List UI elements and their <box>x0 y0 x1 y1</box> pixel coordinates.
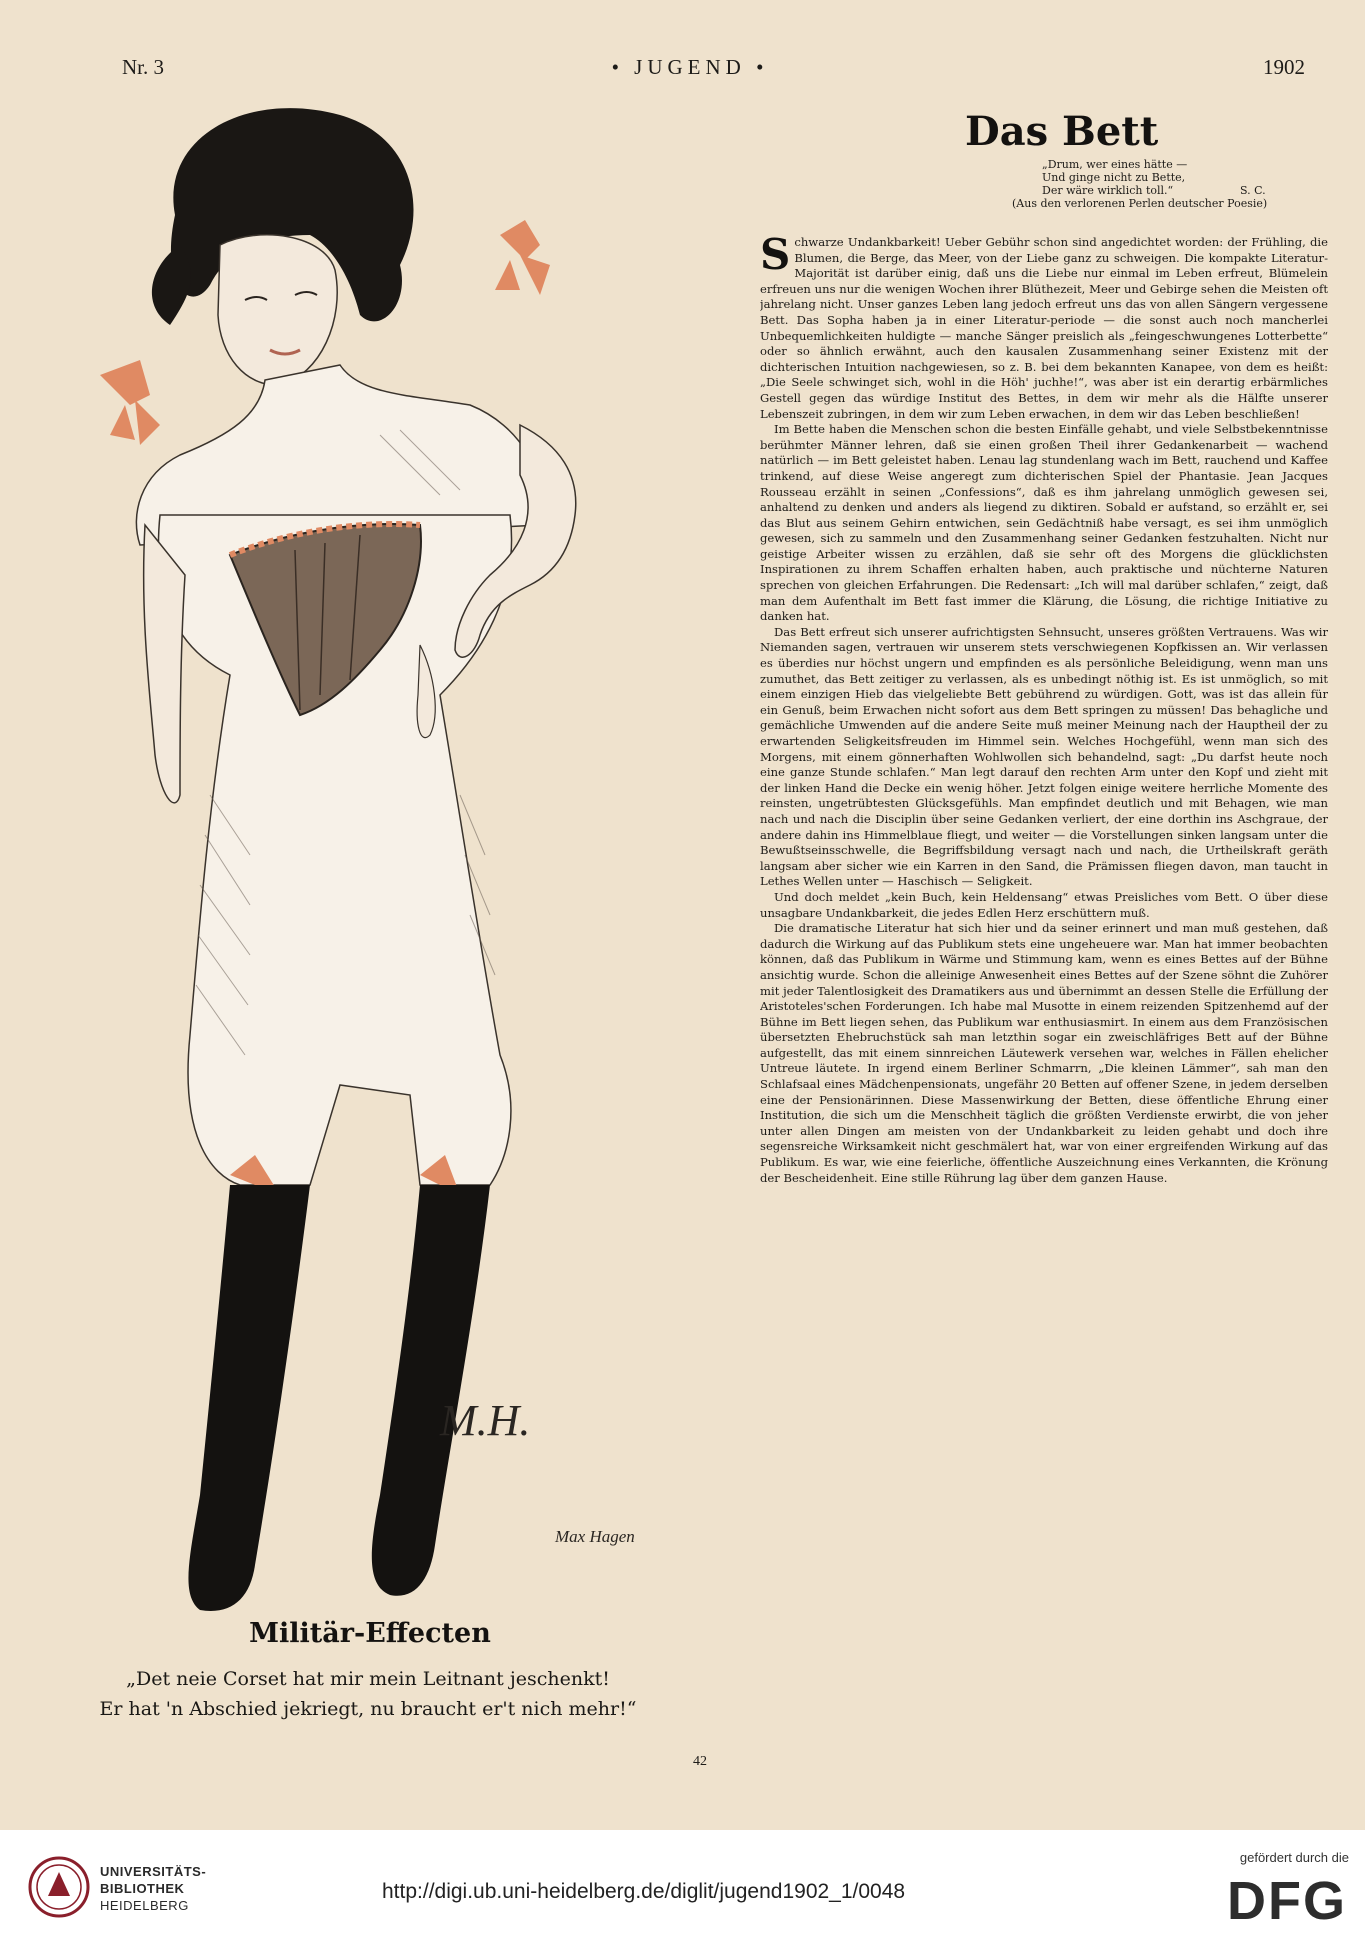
magazine-title: • JUGEND • <box>611 55 769 79</box>
artist-signature: M.H. <box>440 1396 531 1445</box>
article-title: Das Bett <box>965 108 1159 155</box>
issue-year: 1902 <box>1263 55 1305 79</box>
page-number: 42 <box>693 1754 707 1769</box>
article-paragraph: Schwarze Undankbarkeit! Ueber Gebühr schon sind angedichtet worden: der Frühling, die Blumen, die Berge, das Meer, von der Liebe ganz zu schweigen. Die kompakte Literatur-Majorität ist darüber einig, daß uns die Liebe nur einmal im Leben erfreut, Blümelein erfreuen uns nur die wenigen Wochen ihrer Blüthezeit, Meer und Gebirge sehen die Meisten oft jahrelang nicht. Unser ganzes Leben lang jedoch erfreut uns das von allen Sängern vergessene Bett. Das Sopha haben ja in einer Literatur-periode — die sonst auch noch mancherlei Unbequemlichkeiten huldigte — manche Sänger preislich als „feingeschwungenes Lotterbette“ oder so ähnlich erwähnt, auch den kausalen Zusammenhang seiner Existenz mit der dichterischen Intuition nachgewiesen, so z. B. bei dem bekannten Kanapee, von dem es heißt: „Die Seele schwinget sich, wohl in die Höh' juchhe!“, was aber ist ein derartig erbärmliches Gestell gegen das würdige Institut des Bettes, in dem wir mehr als die Hälfte unserer Lebenszeit zubringen, in dem wir zum Leben erwachen, in dem wir das Leben beschließen! <box>760 235 1328 421</box>
dfg-logo: DFG <box>1227 1871 1347 1931</box>
article-paragraph: Das Bett erfreut sich unserer aufrichtigsten Sehnsucht, unseres größten Vertrauens. Was wir Niemanden sagen, vertrauen wir unserem stets verschwiegenen Kopfkissen an. Wir verlassen es überdies nur höchst ungern und empfinden es als persönliche Beleidigung, wenn man uns zumuthet, das Bett zeitiger zu verlassen, als es unbedingt nöthig ist. Es ist unmöglich, so mit einem einzigen Hieb das vielgeliebte Bett gebührend zu würdigen. Gott, was ist das allein für ein Genuß, beim Erwachen nicht sofort aus dem Bett springen zu müssen! Das behagliche und gemächliche Umwenden auf die andere Seite muß meiner Meinung nach der Hauptheil der zu erwartenden Seligkeitsfreuden im Himmel sein. Welches Hochgefühl, wenn man sich des Morgens, mit einem gönnerhaften Wohlwollen sich behandelnd, sagt: „Du darfst heute noch eine ganze Stunde schlafen.“ Man legt darauf den rechten Arm unter den Kopf und zieht mit der linken Hand die Decke ein wenig höher. Jetzt folgen einige weitere herrliche Momente des reinsten, ungetrübtesten Glücksgefühls. Man empfindet deutlich und mit Behagen, wie man nach und nach die Disciplin über seine Gedanken verliert, der eine dorthin ins Aschgraue, der andere dahin ins Himmelblaue fliegt, und weiter — die Vorstellungen sinken langsam unter die Bewußtseinsschwelle, die Begriffsbildung versagt nach und nach, die Urtheilskraft geräth langsam aber sicher wie ein Karren in den Sand, die Prämissen fliegen davon, man taucht in Lethes Wellen unter — Haschisch — Seligkeit. <box>760 624 1328 889</box>
epigraph <box>1012 158 1332 210</box>
article-paragraph: Und doch meldet „kein Buch, kein Heldensang“ etwas Preisliches vom Bett. O über diese unsagbare Undankbarkeit, die jedes Edlen Herz erschüttern muß. <box>760 889 1328 920</box>
epigraph-line-2: Und ginge nicht zu Bette, <box>1042 171 1186 184</box>
institution-name-line-3: HEIDELBERG <box>100 1898 189 1913</box>
epigraph-line-1: „Drum, wer eines hätte — <box>1042 158 1188 171</box>
article-paragraph: Die dramatische Literatur hat sich hier und da seiner erinnert und man muß gestehen, daß dadurch die Wirkung auf das Publikum stets eine ungeheuere war. Man hat immer beobachten können, daß das Publikum in Wärme und Stimmung kam, wenn es eines Bettes auf der Bühne ansichtig wurde. Schon die alleinige Anwesenheit eines Bettes auf der Szene söhnt die Zuhörer mit jeder Talentlosigkeit des Dramatikers aus und übernimmt an dessen Stelle die Erfüllung der Aristoteles'schen Forderungen. Ich habe mal Musotte in einem reizenden Spitzenhemd auf der Bühne im Bett liegen sehen, das Publikum war enthusiasmirt. In einem aus dem Französischen übersetzten Ehebruchstück sah man letzthin sogar ein zweischläfriges Bett auf der Bühne aufgestellt, das mit einem sinnreichen Läutewerk versehen war, welches in Fällen ehelicher Untreue läutete. In irgend einem Berliner Schmarrn, „Die kleinen Lämmer“, sah man den Schlafsaal eines Mädchenpensionats, ungefähr 20 Betten auf offener Szene, in jedem derselben eine der Pensionärinnen. Diese Massenwirkung der Betten, diese öffentliche Ehrung einer Institution, die sich um die Menschheit täglich die größten Verdienste erwirbt, die von jeher unter allen Dingen am meisten von der Undankbarkeit zu leiden gehabt und doch ihre segensreiche Wirksamkeit nicht geschmälert hat, war von einer ergreifenden Wirkung auf das Publikum. Es war, wie eine feierliche, öffentliche Auszeichnung eines Verkannten, die Krönung der Bescheidenheit. Eine stille Rührung lag über dem ganzen Hause. <box>760 921 1328 1185</box>
illustration-dialogue-line-2: Er hat 'n Abschied jekriegt, nu braucht er't nich mehr!“ <box>99 1698 637 1720</box>
permalink-url[interactable]: http://digi.ub.uni-heidelberg.de/diglit/jugend1902_1/0048 <box>382 1880 906 1903</box>
illustration-title: Militär-Effecten <box>249 1618 491 1649</box>
article-body <box>760 235 1328 1735</box>
issue-number: Nr. 3 <box>122 55 164 79</box>
article-paragraph: Im Bette haben die Menschen schon die besten Einfälle gehabt, und viele Selbstbekenntnisse berühmter Männer lehren, daß sie einen großen Theil ihrer Gedankenarbeit — wachend natürlich — im Bett geleistet haben. Lenau lag stundenlang wach im Bett, rauchend und Kaffee trinkend, auf diese Weise angeregt zum dichterischen Spiel der Phantasie. Jean Jacques Rousseau erzählt in seinen „Confessions“, daß es ihm jahrelang unmöglich gewesen sei, anhaltend zu denken und anders als liegend zu diktiren. Sobald er aufstand, so erzählt er, sei das Blut aus seinem Gehirn entwichen, sein Gedächtniß habe versagt, es sei ihm unmöglich gewesen, sich zu sammeln und den Zusammenhang seiner Gedanken festzuhalten. Nicht nur geistige Arbeiter wissen zu erzählen, daß sie sehr oft des Morgens die glücklichsten Inspirationen zu ihrem Schaffen erhalten haben, auch praktische und nüchterne Naturen sprechen von gleichen Erfahrungen. Die Redensart: „Ich will mal darüber schlafen,“ zeigt, daß man dem Aufenthalt im Bett fast immer die Klärung, die Lösung, die richtige Initiative zu danken hat. <box>760 422 1328 624</box>
heidelberg-seal-icon <box>28 1856 90 1918</box>
institution-name-line-1: UNIVERSITÄTS- <box>100 1864 207 1879</box>
illustration-dialogue-line-1: „Det neie Corset hat mir mein Leitnant jeschenkt! <box>126 1668 610 1690</box>
epigraph-line-3: Der wäre wirklich toll.“ <box>1042 184 1174 197</box>
epigraph-author: S. C. <box>1240 184 1266 197</box>
illustration-woman-corset <box>80 95 720 1625</box>
digitization-footer <box>0 1830 1365 1940</box>
artist-caption: Max Hagen <box>555 1527 635 1546</box>
epigraph-source: (Aus den verlorenen Perlen deutscher Poesie) <box>1012 197 1268 210</box>
institution-name-line-2: BIBLIOTHEK <box>100 1881 185 1896</box>
drop-cap: S <box>760 235 791 279</box>
funded-by-label: gefördert durch die <box>1239 1850 1349 1865</box>
